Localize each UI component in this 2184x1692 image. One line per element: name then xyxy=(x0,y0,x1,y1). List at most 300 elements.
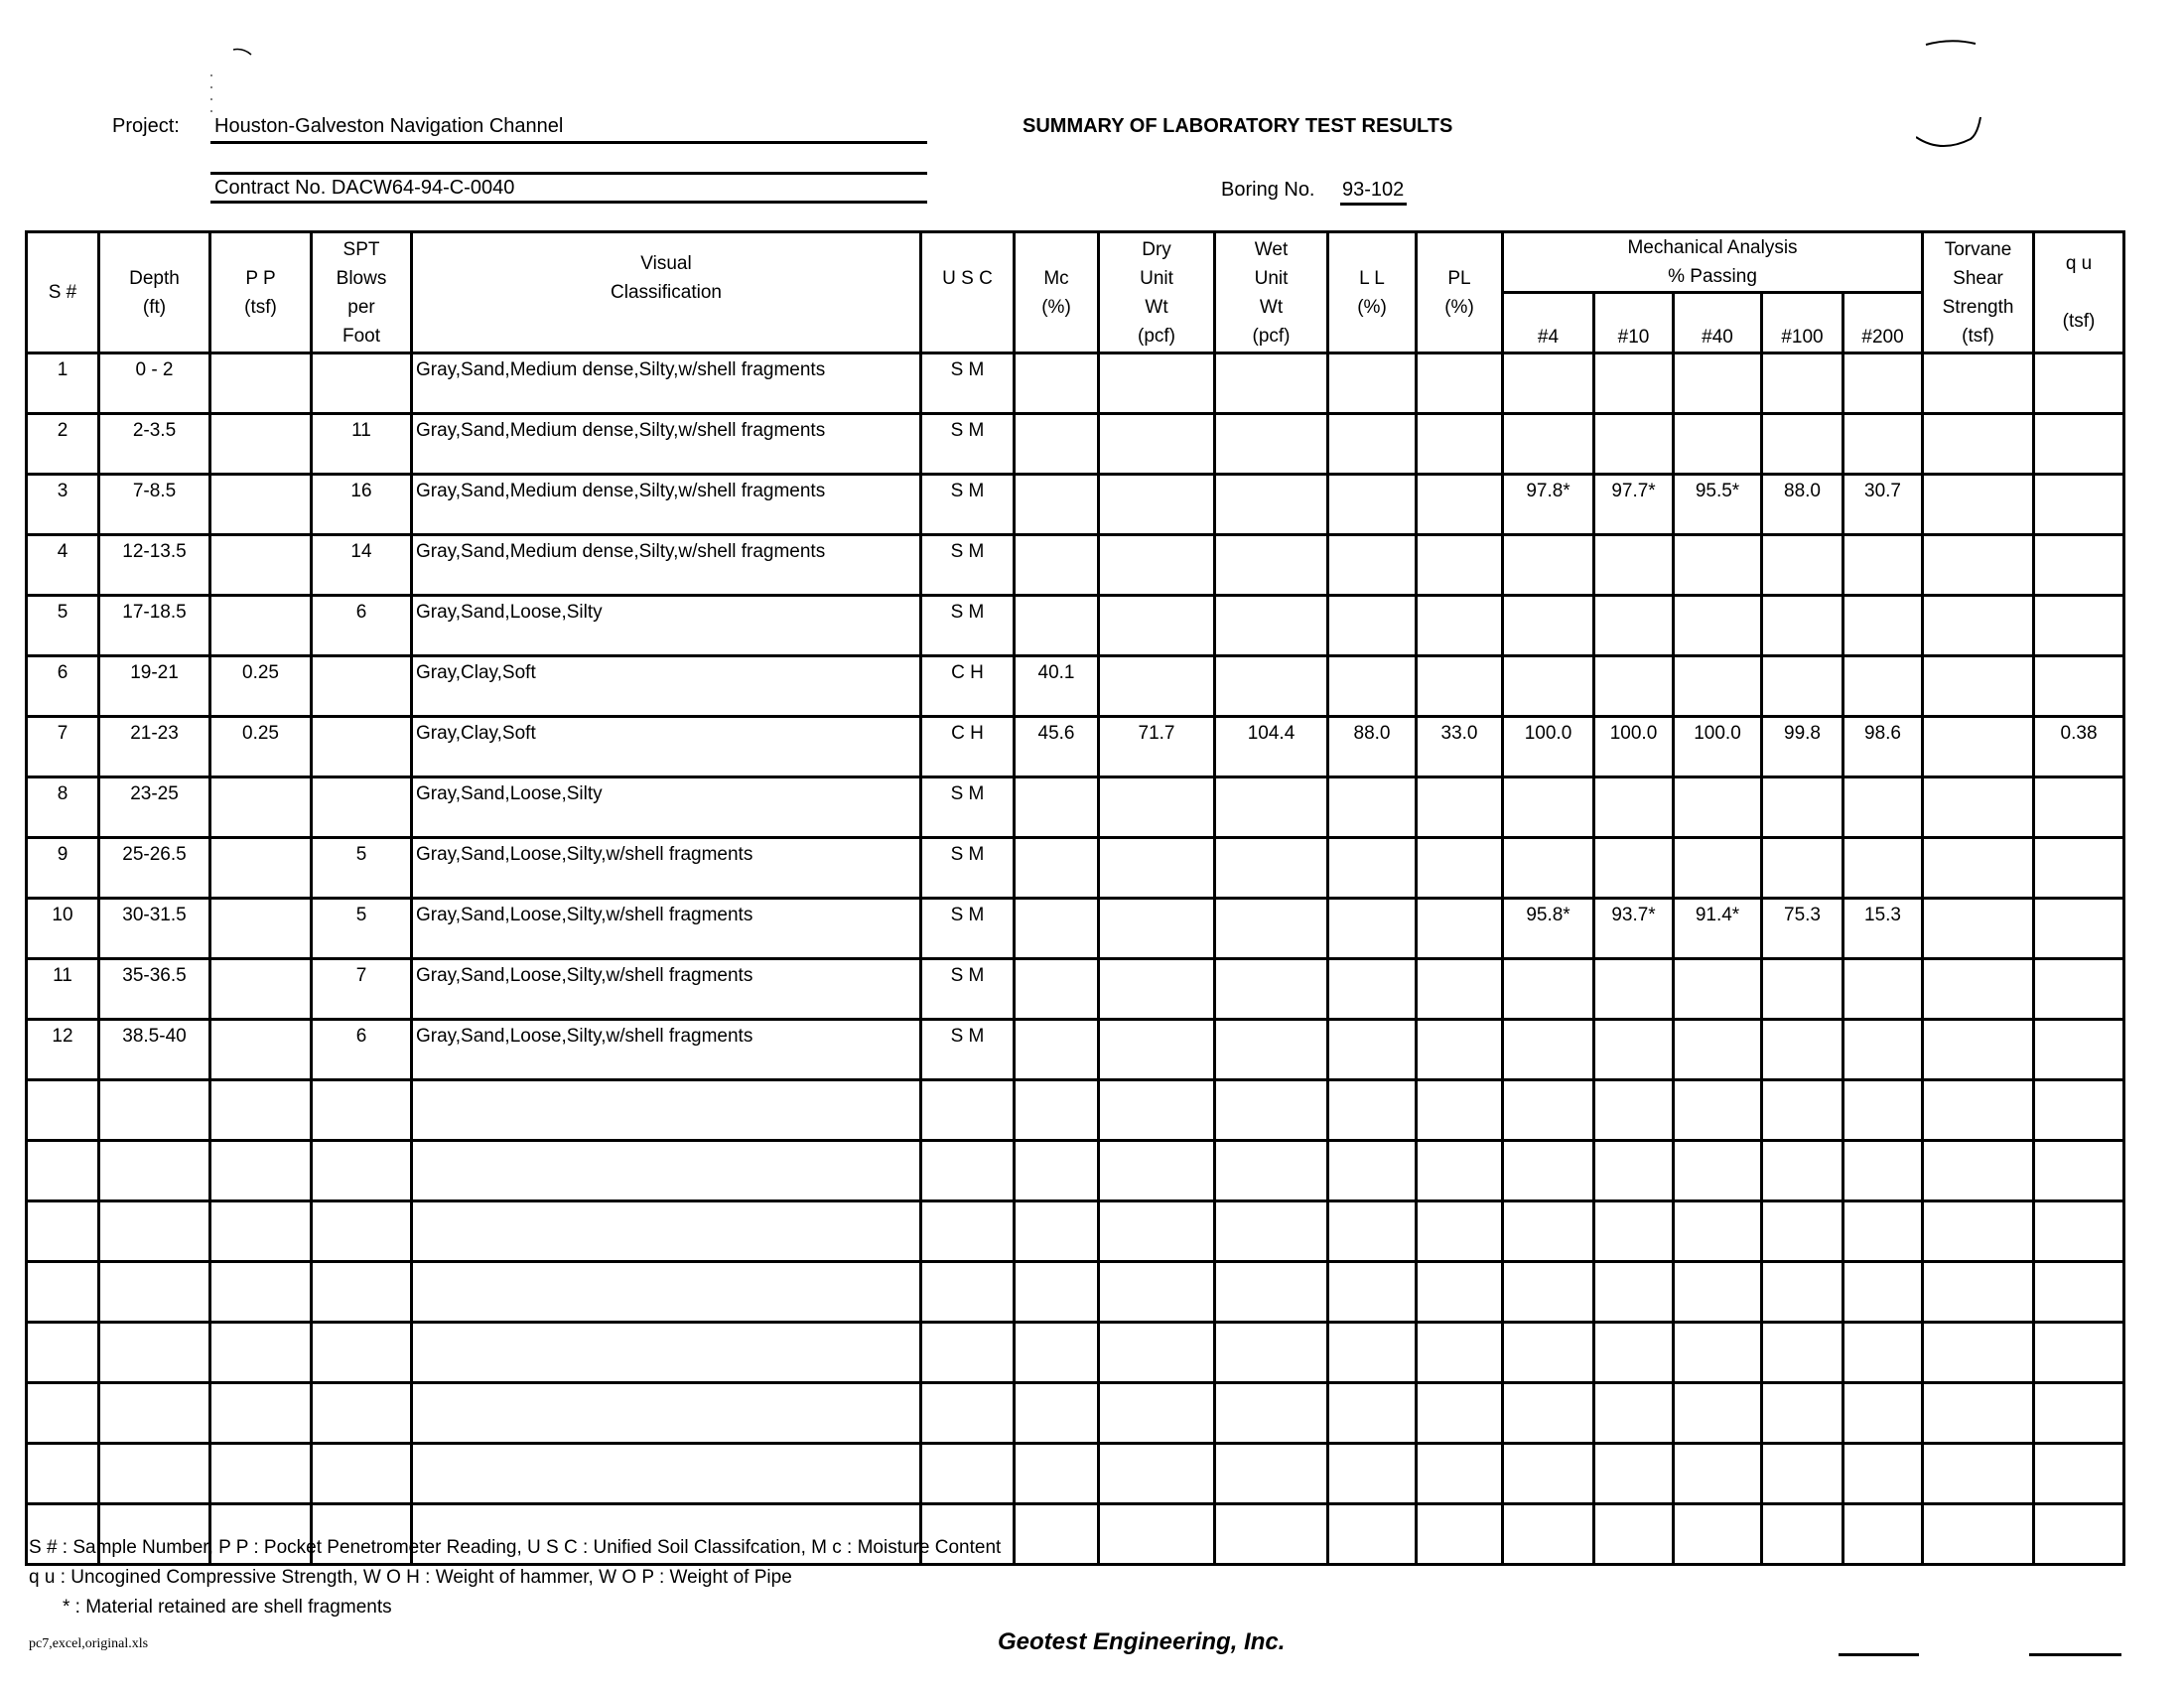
cell-passing-200 xyxy=(1843,353,1923,414)
empty-cell xyxy=(312,1323,412,1383)
cell-spt-blows: 16 xyxy=(312,475,412,535)
cell-torvane-shear xyxy=(1923,535,2034,596)
company-name: Geotest Engineering, Inc. xyxy=(998,1628,1286,1655)
empty-cell xyxy=(1015,1383,1099,1444)
table-row xyxy=(27,353,2124,414)
empty-table-row xyxy=(27,1262,2124,1323)
cell-plastic-limit xyxy=(1417,353,1503,414)
empty-cell xyxy=(1762,1262,1843,1323)
empty-cell xyxy=(1328,1323,1417,1383)
cell-passing-100 xyxy=(1762,777,1843,838)
source-filename: pc7,excel,original.xls xyxy=(29,1636,149,1651)
cell-pocket-penetrometer xyxy=(210,899,312,959)
cell-passing-4: 95.8* xyxy=(1503,899,1594,959)
empty-cell xyxy=(210,1141,312,1201)
empty-table-row xyxy=(27,1201,2124,1262)
empty-cell xyxy=(1762,1504,1843,1565)
cell-usc: S M xyxy=(921,777,1015,838)
cell-pocket-penetrometer: 0.25 xyxy=(210,656,312,717)
cell-dry-unit-wt xyxy=(1099,353,1215,414)
cell-usc: S M xyxy=(921,596,1015,656)
cell-spt-blows: 6 xyxy=(312,596,412,656)
cell-liquid-limit xyxy=(1328,475,1417,535)
cell-pocket-penetrometer xyxy=(210,475,312,535)
empty-cell xyxy=(412,1262,921,1323)
empty-cell xyxy=(2034,1504,2124,1565)
cell-moisture-content xyxy=(1015,535,1099,596)
boring-label: Boring No. xyxy=(1221,179,1315,201)
empty-cell xyxy=(210,1201,312,1262)
cell-passing-10 xyxy=(1594,353,1674,414)
cell-sample-number: 6 xyxy=(27,656,99,717)
empty-cell xyxy=(1923,1504,2034,1565)
empty-cell xyxy=(27,1201,99,1262)
empty-cell xyxy=(921,1262,1015,1323)
empty-cell xyxy=(27,1323,99,1383)
empty-cell xyxy=(1328,1504,1417,1565)
col-header-pl: PL (%) xyxy=(1417,232,1503,353)
table-row xyxy=(27,596,2124,656)
empty-cell xyxy=(1015,1323,1099,1383)
empty-cell xyxy=(1215,1504,1328,1565)
cell-moisture-content xyxy=(1015,475,1099,535)
col-header-sieve-10: #10 xyxy=(1594,293,1674,353)
empty-cell xyxy=(1328,1383,1417,1444)
empty-cell xyxy=(1674,1080,1762,1141)
empty-cell xyxy=(1215,1080,1328,1141)
cell-passing-4 xyxy=(1503,353,1594,414)
cell-liquid-limit xyxy=(1328,353,1417,414)
cell-dry-unit-wt xyxy=(1099,838,1215,899)
cell-visual-classification: Gray,Clay,Soft xyxy=(412,656,921,717)
empty-cell xyxy=(210,1444,312,1504)
table-row xyxy=(27,717,2124,777)
cell-qu xyxy=(2034,535,2124,596)
cell-liquid-limit xyxy=(1328,899,1417,959)
cell-usc: S M xyxy=(921,838,1015,899)
cell-torvane-shear xyxy=(1923,475,2034,535)
cell-depth: 0 - 2 xyxy=(99,353,210,414)
empty-cell xyxy=(1099,1262,1215,1323)
empty-cell xyxy=(1215,1323,1328,1383)
empty-cell xyxy=(1503,1201,1594,1262)
table-row xyxy=(27,475,2124,535)
empty-cell xyxy=(1762,1201,1843,1262)
project-label: Project: xyxy=(112,115,180,137)
cell-passing-40 xyxy=(1674,414,1762,475)
empty-cell xyxy=(27,1262,99,1323)
empty-cell xyxy=(1843,1504,1923,1565)
empty-cell xyxy=(1215,1383,1328,1444)
cell-dry-unit-wt: 71.7 xyxy=(1099,717,1215,777)
cell-wet-unit-wt xyxy=(1215,656,1328,717)
empty-cell xyxy=(1417,1383,1503,1444)
empty-cell xyxy=(1328,1080,1417,1141)
cell-spt-blows: 7 xyxy=(312,959,412,1020)
empty-cell xyxy=(1417,1504,1503,1565)
cell-passing-100 xyxy=(1762,414,1843,475)
cell-pocket-penetrometer xyxy=(210,777,312,838)
cell-passing-200 xyxy=(1843,414,1923,475)
cell-passing-10: 100.0 xyxy=(1594,717,1674,777)
empty-cell xyxy=(99,1262,210,1323)
contract-overline xyxy=(210,172,927,175)
cell-passing-200 xyxy=(1843,959,1923,1020)
empty-cell xyxy=(99,1383,210,1444)
cell-sample-number: 10 xyxy=(27,899,99,959)
empty-cell xyxy=(1215,1444,1328,1504)
empty-cell xyxy=(210,1262,312,1323)
cell-spt-blows xyxy=(312,777,412,838)
cell-passing-200 xyxy=(1843,656,1923,717)
cell-depth: 30-31.5 xyxy=(99,899,210,959)
cell-passing-100 xyxy=(1762,535,1843,596)
cell-plastic-limit xyxy=(1417,596,1503,656)
cell-torvane-shear xyxy=(1923,838,2034,899)
empty-cell xyxy=(1503,1080,1594,1141)
boring-number: 93-102 xyxy=(1340,179,1407,206)
cell-passing-4 xyxy=(1503,959,1594,1020)
cell-torvane-shear xyxy=(1923,596,2034,656)
empty-cell xyxy=(1674,1201,1762,1262)
cell-spt-blows xyxy=(312,717,412,777)
cell-moisture-content xyxy=(1015,414,1099,475)
cell-moisture-content xyxy=(1015,777,1099,838)
col-header-visual-classification: Visual Classification xyxy=(412,232,921,353)
col-header-sieve-40: #40 xyxy=(1674,293,1762,353)
empty-cell xyxy=(921,1383,1015,1444)
col-header-torvane: Torvane Shear Strength (tsf) xyxy=(1923,232,2034,353)
table-body xyxy=(27,353,2124,1565)
empty-cell xyxy=(1923,1444,2034,1504)
legend-line-1: S # : Sample Number, P P : Pocket Penetrometer Reading, U S C : Unified Soil Classifcation, M c : Moisture Content xyxy=(29,1537,1002,1558)
cell-wet-unit-wt xyxy=(1215,899,1328,959)
cell-plastic-limit xyxy=(1417,1020,1503,1080)
empty-cell xyxy=(99,1141,210,1201)
cell-moisture-content xyxy=(1015,899,1099,959)
empty-cell xyxy=(412,1323,921,1383)
cell-passing-4 xyxy=(1503,656,1594,717)
cell-liquid-limit xyxy=(1328,959,1417,1020)
empty-cell xyxy=(1923,1383,2034,1444)
cell-spt-blows: 14 xyxy=(312,535,412,596)
cell-usc: S M xyxy=(921,535,1015,596)
signature-line xyxy=(1839,1653,1919,1656)
cell-dry-unit-wt xyxy=(1099,535,1215,596)
cell-passing-100 xyxy=(1762,959,1843,1020)
cell-pocket-penetrometer xyxy=(210,414,312,475)
cell-dry-unit-wt xyxy=(1099,656,1215,717)
cell-passing-100 xyxy=(1762,1020,1843,1080)
empty-cell xyxy=(1015,1201,1099,1262)
cell-visual-classification: Gray,Sand,Loose,Silty,w/shell fragments xyxy=(412,959,921,1020)
cell-wet-unit-wt xyxy=(1215,596,1328,656)
cell-passing-4 xyxy=(1503,414,1594,475)
cell-pocket-penetrometer xyxy=(210,596,312,656)
cell-moisture-content: 40.1 xyxy=(1015,656,1099,717)
empty-cell xyxy=(1762,1444,1843,1504)
empty-cell xyxy=(1843,1201,1923,1262)
table-row xyxy=(27,414,2124,475)
cell-moisture-content xyxy=(1015,838,1099,899)
cell-plastic-limit xyxy=(1417,838,1503,899)
cell-passing-200 xyxy=(1843,777,1923,838)
cell-passing-40: 91.4* xyxy=(1674,899,1762,959)
cell-spt-blows: 11 xyxy=(312,414,412,475)
empty-cell xyxy=(921,1141,1015,1201)
cell-visual-classification: Gray,Sand,Loose,Silty,w/shell fragments xyxy=(412,1020,921,1080)
cell-wet-unit-wt xyxy=(1215,959,1328,1020)
cell-torvane-shear xyxy=(1923,777,2034,838)
cell-spt-blows: 5 xyxy=(312,838,412,899)
empty-cell xyxy=(1503,1323,1594,1383)
empty-cell xyxy=(1015,1262,1099,1323)
cell-passing-40 xyxy=(1674,353,1762,414)
cell-plastic-limit xyxy=(1417,475,1503,535)
empty-cell xyxy=(1099,1323,1215,1383)
empty-cell xyxy=(1099,1201,1215,1262)
cell-liquid-limit xyxy=(1328,656,1417,717)
cell-passing-40 xyxy=(1674,656,1762,717)
empty-cell xyxy=(1015,1444,1099,1504)
cell-torvane-shear xyxy=(1923,959,2034,1020)
empty-cell xyxy=(1762,1080,1843,1141)
cell-spt-blows: 5 xyxy=(312,899,412,959)
col-header-mechanical-analysis: Mechanical Analysis % Passing xyxy=(1503,232,1923,293)
empty-cell xyxy=(1674,1383,1762,1444)
empty-cell xyxy=(2034,1444,2124,1504)
cell-passing-40 xyxy=(1674,838,1762,899)
cell-pocket-penetrometer xyxy=(210,959,312,1020)
cell-wet-unit-wt: 104.4 xyxy=(1215,717,1328,777)
empty-cell xyxy=(27,1141,99,1201)
empty-table-row xyxy=(27,1080,2124,1141)
cell-passing-100 xyxy=(1762,596,1843,656)
signature-line xyxy=(2029,1653,2121,1656)
cell-usc: S M xyxy=(921,475,1015,535)
cell-depth: 19-21 xyxy=(99,656,210,717)
cell-passing-40 xyxy=(1674,1020,1762,1080)
cell-plastic-limit xyxy=(1417,777,1503,838)
empty-cell xyxy=(1594,1201,1674,1262)
empty-cell xyxy=(1843,1323,1923,1383)
col-header-ll: L L (%) xyxy=(1328,232,1417,353)
cell-passing-100: 88.0 xyxy=(1762,475,1843,535)
contract-underline xyxy=(210,201,927,204)
empty-cell xyxy=(1674,1444,1762,1504)
empty-cell xyxy=(1923,1323,2034,1383)
cell-passing-200: 15.3 xyxy=(1843,899,1923,959)
cell-depth: 35-36.5 xyxy=(99,959,210,1020)
cell-wet-unit-wt xyxy=(1215,838,1328,899)
empty-cell xyxy=(210,1323,312,1383)
empty-cell xyxy=(210,1080,312,1141)
empty-cell xyxy=(1328,1141,1417,1201)
cell-torvane-shear xyxy=(1923,353,2034,414)
cell-spt-blows: 6 xyxy=(312,1020,412,1080)
cell-torvane-shear xyxy=(1923,414,2034,475)
cell-liquid-limit: 88.0 xyxy=(1328,717,1417,777)
empty-cell xyxy=(1674,1323,1762,1383)
empty-cell xyxy=(412,1141,921,1201)
cell-liquid-limit xyxy=(1328,1020,1417,1080)
cell-dry-unit-wt xyxy=(1099,899,1215,959)
cell-passing-200 xyxy=(1843,1020,1923,1080)
empty-cell xyxy=(1923,1201,2034,1262)
cell-depth: 2-3.5 xyxy=(99,414,210,475)
cell-sample-number: 11 xyxy=(27,959,99,1020)
empty-cell xyxy=(1417,1141,1503,1201)
cell-visual-classification: Gray,Sand,Medium dense,Silty,w/shell fragments xyxy=(412,475,921,535)
cell-passing-10 xyxy=(1594,959,1674,1020)
cell-qu xyxy=(2034,353,2124,414)
table-row xyxy=(27,656,2124,717)
punch-hole-mark-icon xyxy=(1916,30,1995,159)
empty-cell xyxy=(1594,1323,1674,1383)
cell-dry-unit-wt xyxy=(1099,475,1215,535)
cell-sample-number: 4 xyxy=(27,535,99,596)
cell-depth: 17-18.5 xyxy=(99,596,210,656)
contract-number: Contract No. DACW64-94-C-0040 xyxy=(214,177,515,199)
empty-cell xyxy=(1923,1262,2034,1323)
cell-passing-4 xyxy=(1503,535,1594,596)
col-header-qu: q u (tsf) xyxy=(2034,232,2124,353)
empty-cell xyxy=(2034,1201,2124,1262)
cell-passing-4 xyxy=(1503,1020,1594,1080)
empty-cell xyxy=(1099,1080,1215,1141)
empty-cell xyxy=(412,1080,921,1141)
cell-qu xyxy=(2034,959,2124,1020)
cell-passing-100: 99.8 xyxy=(1762,717,1843,777)
cell-visual-classification: Gray,Sand,Loose,Silty,w/shell fragments xyxy=(412,838,921,899)
col-header-pp: P P (tsf) xyxy=(210,232,312,353)
cell-passing-10 xyxy=(1594,535,1674,596)
empty-cell xyxy=(412,1444,921,1504)
cell-liquid-limit xyxy=(1328,777,1417,838)
empty-cell xyxy=(1594,1141,1674,1201)
empty-table-row xyxy=(27,1383,2124,1444)
cell-passing-4: 97.8* xyxy=(1503,475,1594,535)
empty-cell xyxy=(1417,1444,1503,1504)
cell-wet-unit-wt xyxy=(1215,475,1328,535)
cell-qu xyxy=(2034,1020,2124,1080)
cell-passing-4: 100.0 xyxy=(1503,717,1594,777)
empty-cell xyxy=(1762,1141,1843,1201)
col-header-wet-unit-wt: Wet Unit Wt (pcf) xyxy=(1215,232,1328,353)
cell-passing-100 xyxy=(1762,656,1843,717)
cell-dry-unit-wt xyxy=(1099,777,1215,838)
empty-cell xyxy=(1594,1504,1674,1565)
cell-plastic-limit xyxy=(1417,959,1503,1020)
col-header-mc: Mc (%) xyxy=(1015,232,1099,353)
cell-sample-number: 3 xyxy=(27,475,99,535)
empty-cell xyxy=(27,1383,99,1444)
cell-plastic-limit xyxy=(1417,414,1503,475)
empty-cell xyxy=(99,1080,210,1141)
col-header-sieve-4: #4 xyxy=(1503,293,1594,353)
cell-usc: S M xyxy=(921,353,1015,414)
table-row xyxy=(27,777,2124,838)
cell-visual-classification: Gray,Sand,Medium dense,Silty,w/shell fragments xyxy=(412,535,921,596)
empty-cell xyxy=(1843,1080,1923,1141)
empty-cell xyxy=(2034,1141,2124,1201)
cell-passing-10 xyxy=(1594,596,1674,656)
cell-passing-4 xyxy=(1503,777,1594,838)
cell-sample-number: 8 xyxy=(27,777,99,838)
cell-dry-unit-wt xyxy=(1099,414,1215,475)
cell-passing-40 xyxy=(1674,535,1762,596)
cell-sample-number: 7 xyxy=(27,717,99,777)
cell-wet-unit-wt xyxy=(1215,1020,1328,1080)
cell-torvane-shear xyxy=(1923,656,2034,717)
table-row xyxy=(27,899,2124,959)
col-header-sieve-100: #100 xyxy=(1762,293,1843,353)
cell-dry-unit-wt xyxy=(1099,596,1215,656)
cell-passing-40 xyxy=(1674,959,1762,1020)
cell-passing-4 xyxy=(1503,838,1594,899)
empty-cell xyxy=(412,1201,921,1262)
empty-cell xyxy=(1328,1201,1417,1262)
punch-hole-mark-icon xyxy=(204,45,263,124)
cell-visual-classification: Gray,Sand,Medium dense,Silty,w/shell fragments xyxy=(412,353,921,414)
cell-sample-number: 12 xyxy=(27,1020,99,1080)
cell-moisture-content: 45.6 xyxy=(1015,717,1099,777)
legend-line-3: * : Material retained are shell fragments xyxy=(63,1597,392,1618)
empty-table-row xyxy=(27,1141,2124,1201)
empty-cell xyxy=(2034,1080,2124,1141)
empty-cell xyxy=(2034,1262,2124,1323)
cell-passing-200: 98.6 xyxy=(1843,717,1923,777)
empty-cell xyxy=(1594,1383,1674,1444)
empty-cell xyxy=(1674,1262,1762,1323)
cell-liquid-limit xyxy=(1328,838,1417,899)
cell-qu xyxy=(2034,596,2124,656)
empty-cell xyxy=(1503,1141,1594,1201)
cell-liquid-limit xyxy=(1328,414,1417,475)
cell-torvane-shear xyxy=(1923,717,2034,777)
empty-cell xyxy=(1843,1444,1923,1504)
empty-cell xyxy=(1215,1141,1328,1201)
table-row xyxy=(27,535,2124,596)
cell-pocket-penetrometer: 0.25 xyxy=(210,717,312,777)
cell-qu xyxy=(2034,414,2124,475)
cell-passing-10: 97.7* xyxy=(1594,475,1674,535)
header-row xyxy=(27,232,2124,293)
cell-passing-200 xyxy=(1843,535,1923,596)
project-underline xyxy=(210,141,927,144)
cell-usc: C H xyxy=(921,656,1015,717)
empty-cell xyxy=(2034,1383,2124,1444)
cell-passing-200: 30.7 xyxy=(1843,475,1923,535)
cell-usc: S M xyxy=(921,899,1015,959)
table-row xyxy=(27,1020,2124,1080)
col-header-spt: SPT Blows per Foot xyxy=(312,232,412,353)
empty-cell xyxy=(921,1444,1015,1504)
cell-plastic-limit xyxy=(1417,899,1503,959)
cell-plastic-limit xyxy=(1417,656,1503,717)
cell-liquid-limit xyxy=(1328,596,1417,656)
cell-qu xyxy=(2034,777,2124,838)
empty-cell xyxy=(1594,1262,1674,1323)
cell-wet-unit-wt xyxy=(1215,535,1328,596)
empty-cell xyxy=(99,1201,210,1262)
empty-table-row xyxy=(27,1323,2124,1383)
empty-cell xyxy=(1843,1383,1923,1444)
col-header-dry-unit-wt: Dry Unit Wt (pcf) xyxy=(1099,232,1215,353)
col-header-depth: Depth (ft) xyxy=(99,232,210,353)
col-header-usc: U S C xyxy=(921,232,1015,353)
cell-moisture-content xyxy=(1015,353,1099,414)
